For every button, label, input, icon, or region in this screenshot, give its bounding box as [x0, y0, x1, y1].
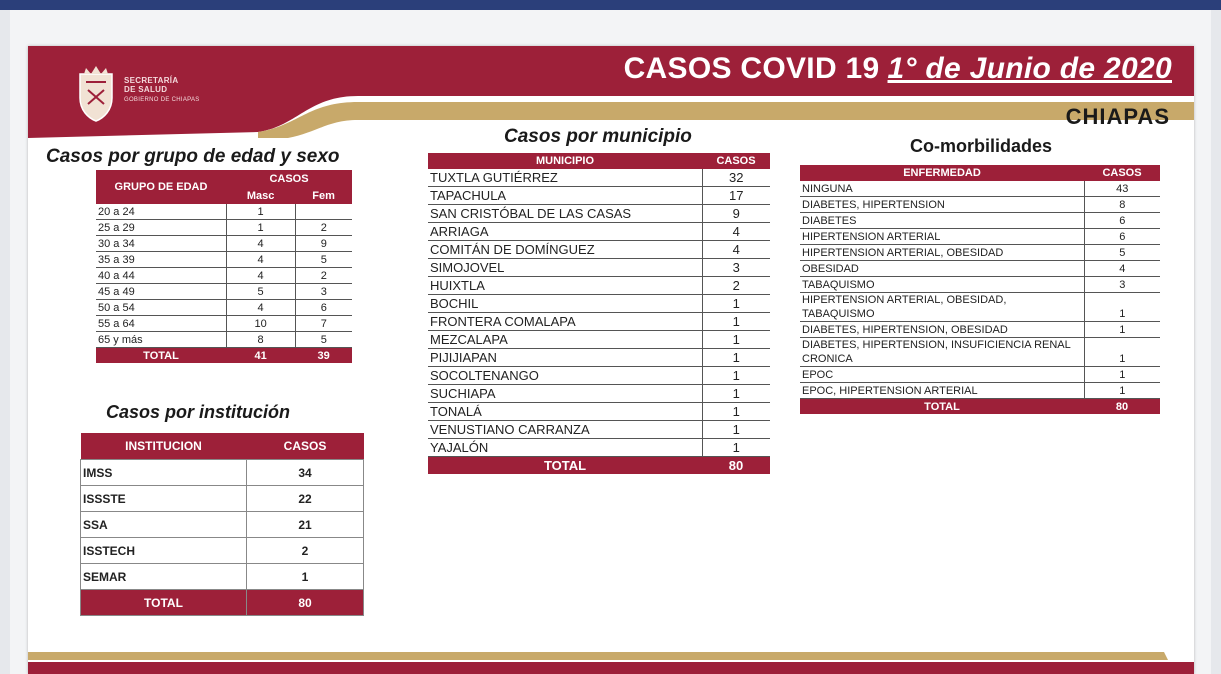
total-label: TOTAL: [428, 457, 702, 475]
col-cases: CASOS: [1084, 165, 1160, 181]
report-title: [624, 52, 1172, 86]
total-cases: 80: [702, 457, 770, 475]
fem-cases: [295, 204, 352, 220]
fem-cases: 3: [295, 284, 352, 300]
municipality-cases: 1: [702, 385, 770, 403]
disease-name: TABAQUISMO: [800, 277, 1084, 293]
table-row: [800, 181, 1160, 197]
table-row: [800, 277, 1160, 293]
table-row: [428, 439, 770, 457]
age-sex-table: [96, 170, 352, 363]
municipality-cases: 4: [702, 223, 770, 241]
municipality-name: MEZCALAPA: [428, 331, 702, 349]
municipality-name: FRONTERA COMALAPA: [428, 313, 702, 331]
disease-cases: 4: [1084, 261, 1160, 277]
age-group: 55 a 64: [96, 316, 226, 332]
age-group: 45 a 49: [96, 284, 226, 300]
masc-cases: 10: [226, 316, 295, 332]
masc-cases: 8: [226, 332, 295, 348]
top-bar: [0, 0, 1221, 10]
municipality-cases: 1: [702, 421, 770, 439]
table-row: [96, 268, 352, 284]
municipality-name: TONALÁ: [428, 403, 702, 421]
total-label: TOTAL: [96, 348, 226, 364]
municipality-heading: Casos por municipio: [504, 126, 692, 147]
total-row: [96, 348, 352, 364]
report-date: 1° de Junio de 2020: [887, 52, 1172, 85]
fem-cases: 2: [295, 220, 352, 236]
municipality-name: COMITÁN DE DOMÍNGUEZ: [428, 241, 702, 259]
total-masc: 41: [226, 348, 295, 364]
institution-cases: 2: [247, 538, 364, 564]
municipality-name: SIMOJOVEL: [428, 259, 702, 277]
table-row: [428, 421, 770, 439]
table-row: [800, 338, 1160, 367]
institution-heading: Casos por institución: [106, 402, 291, 422]
covid-report-slide: [28, 46, 1194, 674]
municipality-cases: 3: [702, 259, 770, 277]
disease-cases: 1: [1084, 338, 1160, 367]
municipality-cases: 2: [702, 277, 770, 295]
table-row: [800, 383, 1160, 399]
municipality-name: SAN CRISTÓBAL DE LAS CASAS: [428, 205, 702, 223]
fem-cases: 5: [295, 332, 352, 348]
coat-of-arms-icon: [76, 64, 116, 122]
secretaria-de-salud-logo: [72, 62, 222, 126]
institution-table: [80, 433, 364, 616]
institution-cases: 22: [247, 486, 364, 512]
fem-cases: 7: [295, 316, 352, 332]
disease-name: EPOC: [800, 367, 1084, 383]
fem-cases: 2: [295, 268, 352, 284]
disease-name: HIPERTENSION ARTERIAL, OBESIDAD: [800, 245, 1084, 261]
table-row: [96, 220, 352, 236]
disease-cases: 1: [1084, 322, 1160, 338]
municipality-table: [428, 153, 770, 474]
disease-cases: 3: [1084, 277, 1160, 293]
table-row: [81, 512, 364, 538]
municipality-name: TAPACHULA: [428, 187, 702, 205]
total-fem: 39: [295, 348, 352, 364]
disease-name: HIPERTENSION ARTERIAL: [800, 229, 1084, 245]
municipality-name: BOCHIL: [428, 295, 702, 313]
table-row: [800, 197, 1160, 213]
table-row: [428, 349, 770, 367]
table-row: [428, 169, 770, 187]
table-row: [81, 538, 364, 564]
fem-cases: 6: [295, 300, 352, 316]
table-row: [428, 187, 770, 205]
table-row: [96, 284, 352, 300]
table-row: [428, 205, 770, 223]
age-group: 35 a 39: [96, 252, 226, 268]
municipality-cases: 1: [702, 349, 770, 367]
municipality-cases: 1: [702, 295, 770, 313]
masc-cases: 4: [226, 252, 295, 268]
col-cases: CASOS: [226, 170, 352, 187]
table-row: [81, 460, 364, 486]
disease-cases: 6: [1084, 229, 1160, 245]
masc-cases: 4: [226, 300, 295, 316]
age-group: 25 a 29: [96, 220, 226, 236]
age-group: 40 a 44: [96, 268, 226, 284]
institution-cases: 21: [247, 512, 364, 538]
total-row: [428, 457, 770, 475]
table-row: [96, 300, 352, 316]
municipality-cases: 1: [702, 439, 770, 457]
total-label: TOTAL: [800, 399, 1084, 415]
disease-cases: 6: [1084, 213, 1160, 229]
table-row: [800, 367, 1160, 383]
total-label: TOTAL: [81, 590, 247, 616]
table-row: [800, 229, 1160, 245]
disease-name: HIPERTENSION ARTERIAL, OBESIDAD, TABAQUISMO: [800, 293, 1084, 322]
disease-cases: 1: [1084, 367, 1160, 383]
title-text: CASOS COVID 19: [623, 52, 880, 85]
institution-cases: 34: [247, 460, 364, 486]
total-row: [81, 590, 364, 616]
col-age-group: GRUPO DE EDAD: [96, 170, 226, 204]
age-group: 65 y más: [96, 332, 226, 348]
col-institution: INSTITUCION: [81, 433, 247, 460]
municipality-name: ARRIAGA: [428, 223, 702, 241]
municipality-name: VENUSTIANO CARRANZA: [428, 421, 702, 439]
disease-cases: 8: [1084, 197, 1160, 213]
col-disease: ENFERMEDAD: [800, 165, 1084, 181]
masc-cases: 1: [226, 204, 295, 220]
disease-name: OBESIDAD: [800, 261, 1084, 277]
municipality-name: PIJIJIAPAN: [428, 349, 702, 367]
fem-cases: 9: [295, 236, 352, 252]
table-row: [800, 261, 1160, 277]
total-cases: 80: [247, 590, 364, 616]
disease-name: DIABETES, HIPERTENSION, OBESIDAD: [800, 322, 1084, 338]
masc-cases: 5: [226, 284, 295, 300]
disease-name: DIABETES: [800, 213, 1084, 229]
table-row: [800, 293, 1160, 322]
comorbidities-heading: Co-morbilidades: [910, 136, 1053, 156]
total-cases: 80: [1084, 399, 1160, 415]
table-row: [428, 277, 770, 295]
municipality-cases: 1: [702, 403, 770, 421]
col-masc: Masc: [226, 187, 295, 204]
institution-name: SEMAR: [81, 564, 247, 590]
masc-cases: 4: [226, 268, 295, 284]
table-row: [96, 252, 352, 268]
institution-cases: 1: [247, 564, 364, 590]
table-row: [96, 332, 352, 348]
institution-name: ISSTECH: [81, 538, 247, 564]
disease-cases: 1: [1084, 383, 1160, 399]
disease-name: EPOC, HIPERTENSION ARTERIAL: [800, 383, 1084, 399]
table-row: [428, 403, 770, 421]
fem-cases: 5: [295, 252, 352, 268]
age-group: 50 a 54: [96, 300, 226, 316]
institution-name: ISSSTE: [81, 486, 247, 512]
disease-cases: 5: [1084, 245, 1160, 261]
municipality-cases: 1: [702, 331, 770, 349]
comorbidities-table: [800, 165, 1160, 414]
table-row: [428, 367, 770, 385]
municipality-name: HUIXTLA: [428, 277, 702, 295]
table-row: [428, 295, 770, 313]
table-row: [96, 204, 352, 220]
table-row: [428, 331, 770, 349]
age-group: 30 a 34: [96, 236, 226, 252]
table-row: [96, 316, 352, 332]
masc-cases: 4: [226, 236, 295, 252]
institution-name: IMSS: [81, 460, 247, 486]
municipality-cases: 17: [702, 187, 770, 205]
disease-name: DIABETES, HIPERTENSION, INSUFICIENCIA RENAL CRONICA: [800, 338, 1084, 367]
disease-name: NINGUNA: [800, 181, 1084, 197]
age-group: 20 a 24: [96, 204, 226, 220]
table-row: [800, 213, 1160, 229]
table-row: [428, 313, 770, 331]
table-row: [800, 245, 1160, 261]
age-sex-heading: Casos por grupo de edad y sexo: [46, 146, 340, 167]
footer-band: [28, 646, 1194, 674]
municipality-cases: 4: [702, 241, 770, 259]
col-cases: CASOS: [247, 433, 364, 460]
institution-name: SSA: [81, 512, 247, 538]
total-row: [800, 399, 1160, 415]
municipality-name: SOCOLTENANGO: [428, 367, 702, 385]
table-row: [96, 236, 352, 252]
disease-cases: 43: [1084, 181, 1160, 197]
col-cases: CASOS: [702, 153, 770, 169]
municipality-cases: 9: [702, 205, 770, 223]
municipality-cases: 32: [702, 169, 770, 187]
col-fem: Fem: [295, 187, 352, 204]
municipality-name: YAJALÓN: [428, 439, 702, 457]
table-row: [428, 241, 770, 259]
municipality-cases: 1: [702, 367, 770, 385]
table-row: [81, 564, 364, 590]
logo-text-line3: GOBIERNO DE CHIAPAS: [124, 97, 200, 103]
state-name: CHIAPAS: [1065, 104, 1170, 129]
logo-text-line2: DE SALUD: [124, 85, 168, 94]
table-row: [428, 223, 770, 241]
table-row: [428, 385, 770, 403]
municipality-cases: 1: [702, 313, 770, 331]
municipality-name: TUXTLA GUTIÉRREZ: [428, 169, 702, 187]
disease-cases: 1: [1084, 293, 1160, 322]
disease-name: DIABETES, HIPERTENSION: [800, 197, 1084, 213]
table-row: [81, 486, 364, 512]
table-row: [800, 322, 1160, 338]
table-row: [428, 259, 770, 277]
logo-text-line1: SECRETARÍA: [124, 76, 179, 85]
col-municipality: MUNICIPIO: [428, 153, 702, 169]
masc-cases: 1: [226, 220, 295, 236]
municipality-name: SUCHIAPA: [428, 385, 702, 403]
